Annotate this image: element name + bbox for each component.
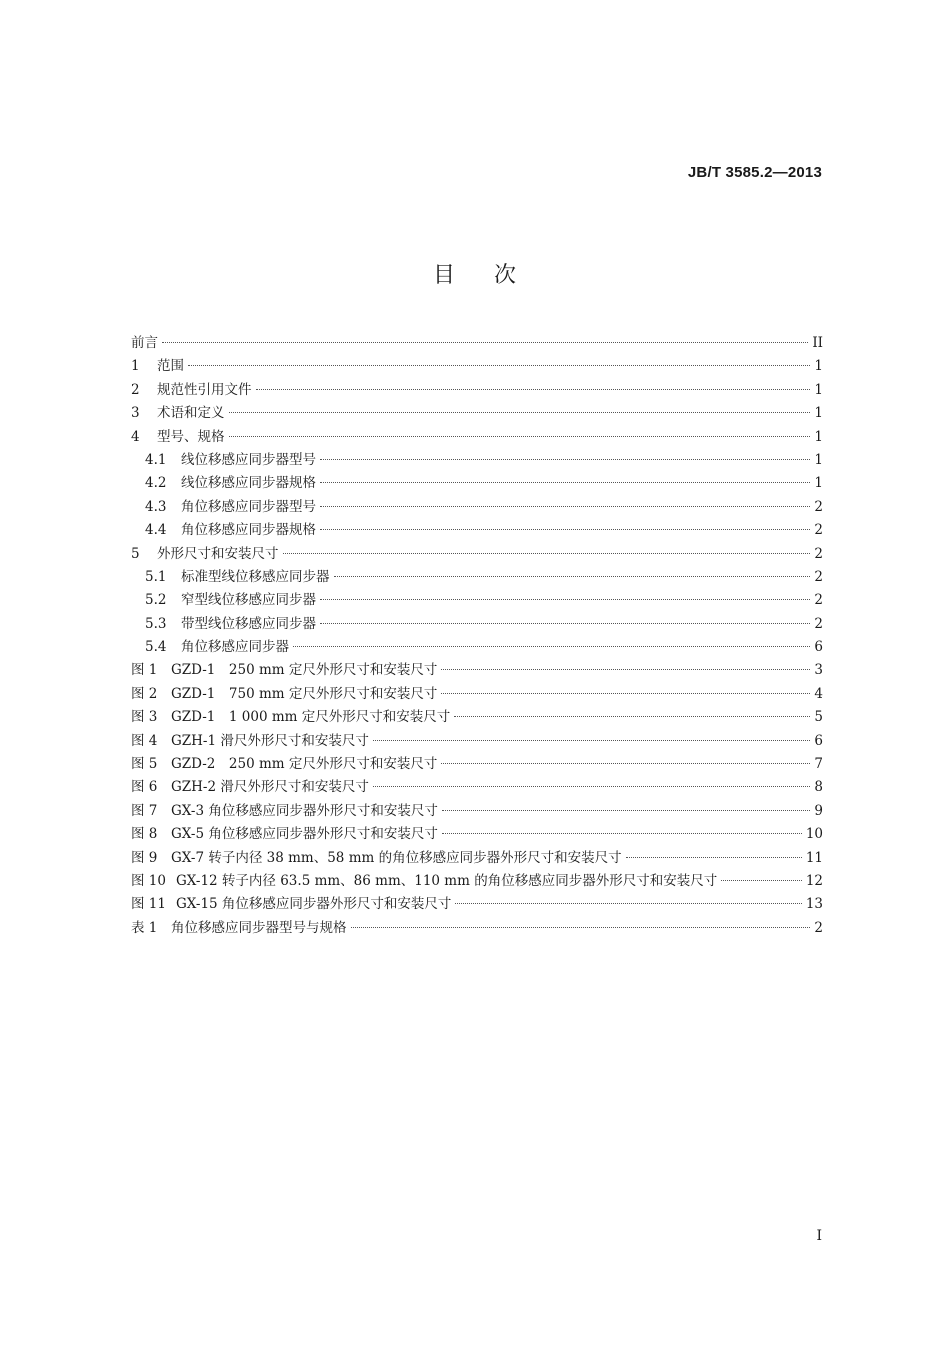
toc-entry[interactable] [131,917,823,940]
toc-entry-page: 2 [814,592,823,609]
toc-entry[interactable] [131,613,823,636]
toc-entry-label: 角位移感应同步器规格 [181,522,316,539]
toc-entry-label: GZH-2 滑尺外形尺寸和安装尺寸 [171,779,369,796]
toc-dot-leader [293,646,810,647]
toc-entry[interactable] [131,449,823,472]
toc-dot-leader [162,342,808,343]
toc-entry[interactable] [131,776,823,799]
toc-entry-number: 4.1 [145,451,167,468]
toc-entry-number: 图 6 [131,779,158,796]
toc-entry-label: GZH-1 滑尺外形尺寸和安装尺寸 [171,732,369,749]
toc-entry-number: 图 9 [131,849,158,866]
toc-entry-page: 11 [805,849,823,866]
toc-entry-label: GZD-1 1 000 mm 定尺外形尺寸和安装尺寸 [171,709,451,726]
toc-entry-number: 表 1 [131,919,158,936]
toc-dot-leader [320,623,810,624]
toc-dot-leader [373,786,811,787]
toc-entry[interactable] [131,730,823,753]
toc-entry-label: 前言 [131,335,158,351]
toc-entry-page: 1 [814,428,823,445]
toc-entry-number: 图 2 [131,685,158,702]
toc-entry-number: 4 [131,428,140,445]
toc-entry-number: 3 [131,405,140,422]
toc-dot-leader [441,693,810,694]
toc-entry[interactable] [131,800,823,823]
toc-entry-number: 5 [131,545,140,562]
toc-entry-page: 2 [814,522,823,539]
toc-entry-page: 1 [814,475,823,492]
toc-entry-label: GX-5 角位移感应同步器外形尺寸和安装尺寸 [171,826,438,843]
toc-dot-leader [320,529,810,530]
toc-entry[interactable] [131,472,823,495]
toc-title-char-2: 次 [494,263,518,288]
toc-entry-label: 术语和定义 [157,405,225,422]
toc-entry-label: 线位移感应同步器规格 [181,475,316,492]
toc-entry-number: 图 11 [131,896,166,913]
toc-dot-leader [441,669,810,670]
toc-entry-page: 1 [814,358,823,375]
toc-entry-label: 型号、规格 [157,428,225,445]
toc-dot-leader [626,857,802,858]
toc-title-char-1: 目 [432,263,456,288]
toc-entry-page: 3 [814,662,823,679]
toc-entry-page: 1 [814,405,823,422]
toc-entry-page: 6 [814,639,823,656]
toc-dot-leader [351,927,811,928]
toc-entry-number: 5.4 [145,639,167,656]
toc-dot-leader [721,880,802,881]
toc-entry-label: 外形尺寸和安装尺寸 [157,545,279,562]
toc-entry-page: 10 [805,826,823,843]
toc-entry-label: GX-12 转子内径 63.5 mm、86 mm、110 mm 的角位移感应同步器外形尺寸和安装尺寸 [175,872,718,889]
toc-entry-number: 图 1 [131,662,158,679]
toc-entry-page: 7 [814,756,823,773]
toc-dot-leader [442,810,811,811]
toc-entry-number: 图 3 [131,709,158,726]
toc-entry-page: 6 [814,732,823,749]
toc-entry-label: 带型线位移感应同步器 [181,615,316,632]
toc-entry-number: 5.2 [145,592,167,609]
toc-dot-leader [320,482,810,483]
toc-entry[interactable] [131,355,823,378]
toc-entry[interactable] [131,543,823,566]
toc-entry-page: 2 [814,568,823,585]
toc-entry-page: 1 [814,381,823,398]
toc-dot-leader [441,763,810,764]
toc-entry-label: 角位移感应同步器型号与规格 [171,919,347,936]
toc-entry-label: GX-15 角位移感应同步器外形尺寸和安装尺寸 [175,896,452,913]
toc-dot-leader [188,365,810,366]
toc-entry-number: 4.2 [145,475,167,492]
toc-entry-page: 9 [814,802,823,819]
toc-entry-page: 2 [814,615,823,632]
toc-entry-label: 角位移感应同步器型号 [181,498,316,515]
toc-dot-leader [256,389,811,390]
toc-entry-label: 规范性引用文件 [157,381,252,398]
toc-entry-label: GX-7 转子内径 38 mm、58 mm 的角位移感应同步器外形尺寸和安装尺寸 [171,849,622,866]
toc-entry-number: 4.4 [145,522,167,539]
toc-entry-number: 图 5 [131,756,158,773]
toc-entry[interactable] [131,402,823,425]
toc-entry-label: GX-3 角位移感应同步器外形尺寸和安装尺寸 [171,802,438,819]
toc-entry-page: 1 [814,451,823,468]
toc-entry[interactable] [131,706,823,729]
toc-entry[interactable] [131,823,823,846]
page-folio: I [816,1228,822,1244]
toc-entry[interactable] [131,847,823,870]
toc-entry-number: 图 4 [131,732,158,749]
toc-entry-number: 图 8 [131,826,158,843]
toc-entry-label: GZD-2 250 mm 定尺外形尺寸和安装尺寸 [171,756,438,773]
toc-entry-page: 8 [814,779,823,796]
toc-entry-page: 2 [814,545,823,562]
toc-entry-number: 4.3 [145,498,167,515]
toc-entry[interactable] [131,753,823,776]
toc-dot-leader [320,599,810,600]
toc-entry-label: 范围 [157,358,184,375]
toc-entry-number: 图 10 [131,872,166,889]
toc-entry[interactable] [131,426,823,449]
toc-entry-label: GZD-1 750 mm 定尺外形尺寸和安装尺寸 [171,685,438,702]
toc-entry[interactable] [131,332,823,355]
toc-entry-page: 5 [814,709,823,726]
table-of-contents [131,332,823,940]
toc-entry-page: 2 [814,919,823,936]
toc-entry[interactable] [131,589,823,612]
toc-entry[interactable] [131,870,823,893]
toc-entry-label: 角位移感应同步器 [181,639,289,656]
toc-entry-page: II [812,335,823,351]
toc-entry-label: 窄型线位移感应同步器 [181,592,316,609]
toc-entry[interactable] [131,379,823,402]
toc-entry-page: 13 [805,896,823,913]
toc-entry-page: 4 [814,685,823,702]
toc-entry-number: 图 7 [131,802,158,819]
toc-dot-leader [320,459,810,460]
toc-dot-leader [373,740,811,741]
toc-entry-page: 2 [814,498,823,515]
toc-entry-label: GZD-1 250 mm 定尺外形尺寸和安装尺寸 [171,662,438,679]
toc-dot-leader [455,903,801,904]
toc-entry-page: 12 [805,872,823,889]
toc-dot-leader [442,833,802,834]
toc-entry-label: 标准型线位移感应同步器 [181,568,330,585]
toc-dot-leader [283,553,811,554]
toc-entry[interactable] [131,636,823,659]
toc-entry[interactable] [131,519,823,542]
toc-entry-number: 2 [131,381,140,398]
toc-entry-number: 5.1 [145,568,167,585]
standard-number: JB/T 3585.2—2013 [687,164,822,181]
toc-entry[interactable] [131,893,823,916]
toc-dot-leader [229,412,811,413]
toc-entry[interactable] [131,683,823,706]
toc-entry-number: 5.3 [145,615,167,632]
toc-entry-label: 线位移感应同步器型号 [181,451,316,468]
toc-entry[interactable] [131,566,823,589]
toc-dot-leader [334,576,811,577]
toc-dot-leader [320,506,810,507]
toc-title [0,258,950,289]
toc-dot-leader [229,436,811,437]
toc-entry[interactable] [131,496,823,519]
toc-dot-leader [454,716,810,717]
toc-entry[interactable] [131,659,823,682]
toc-entry-number: 1 [131,358,140,375]
